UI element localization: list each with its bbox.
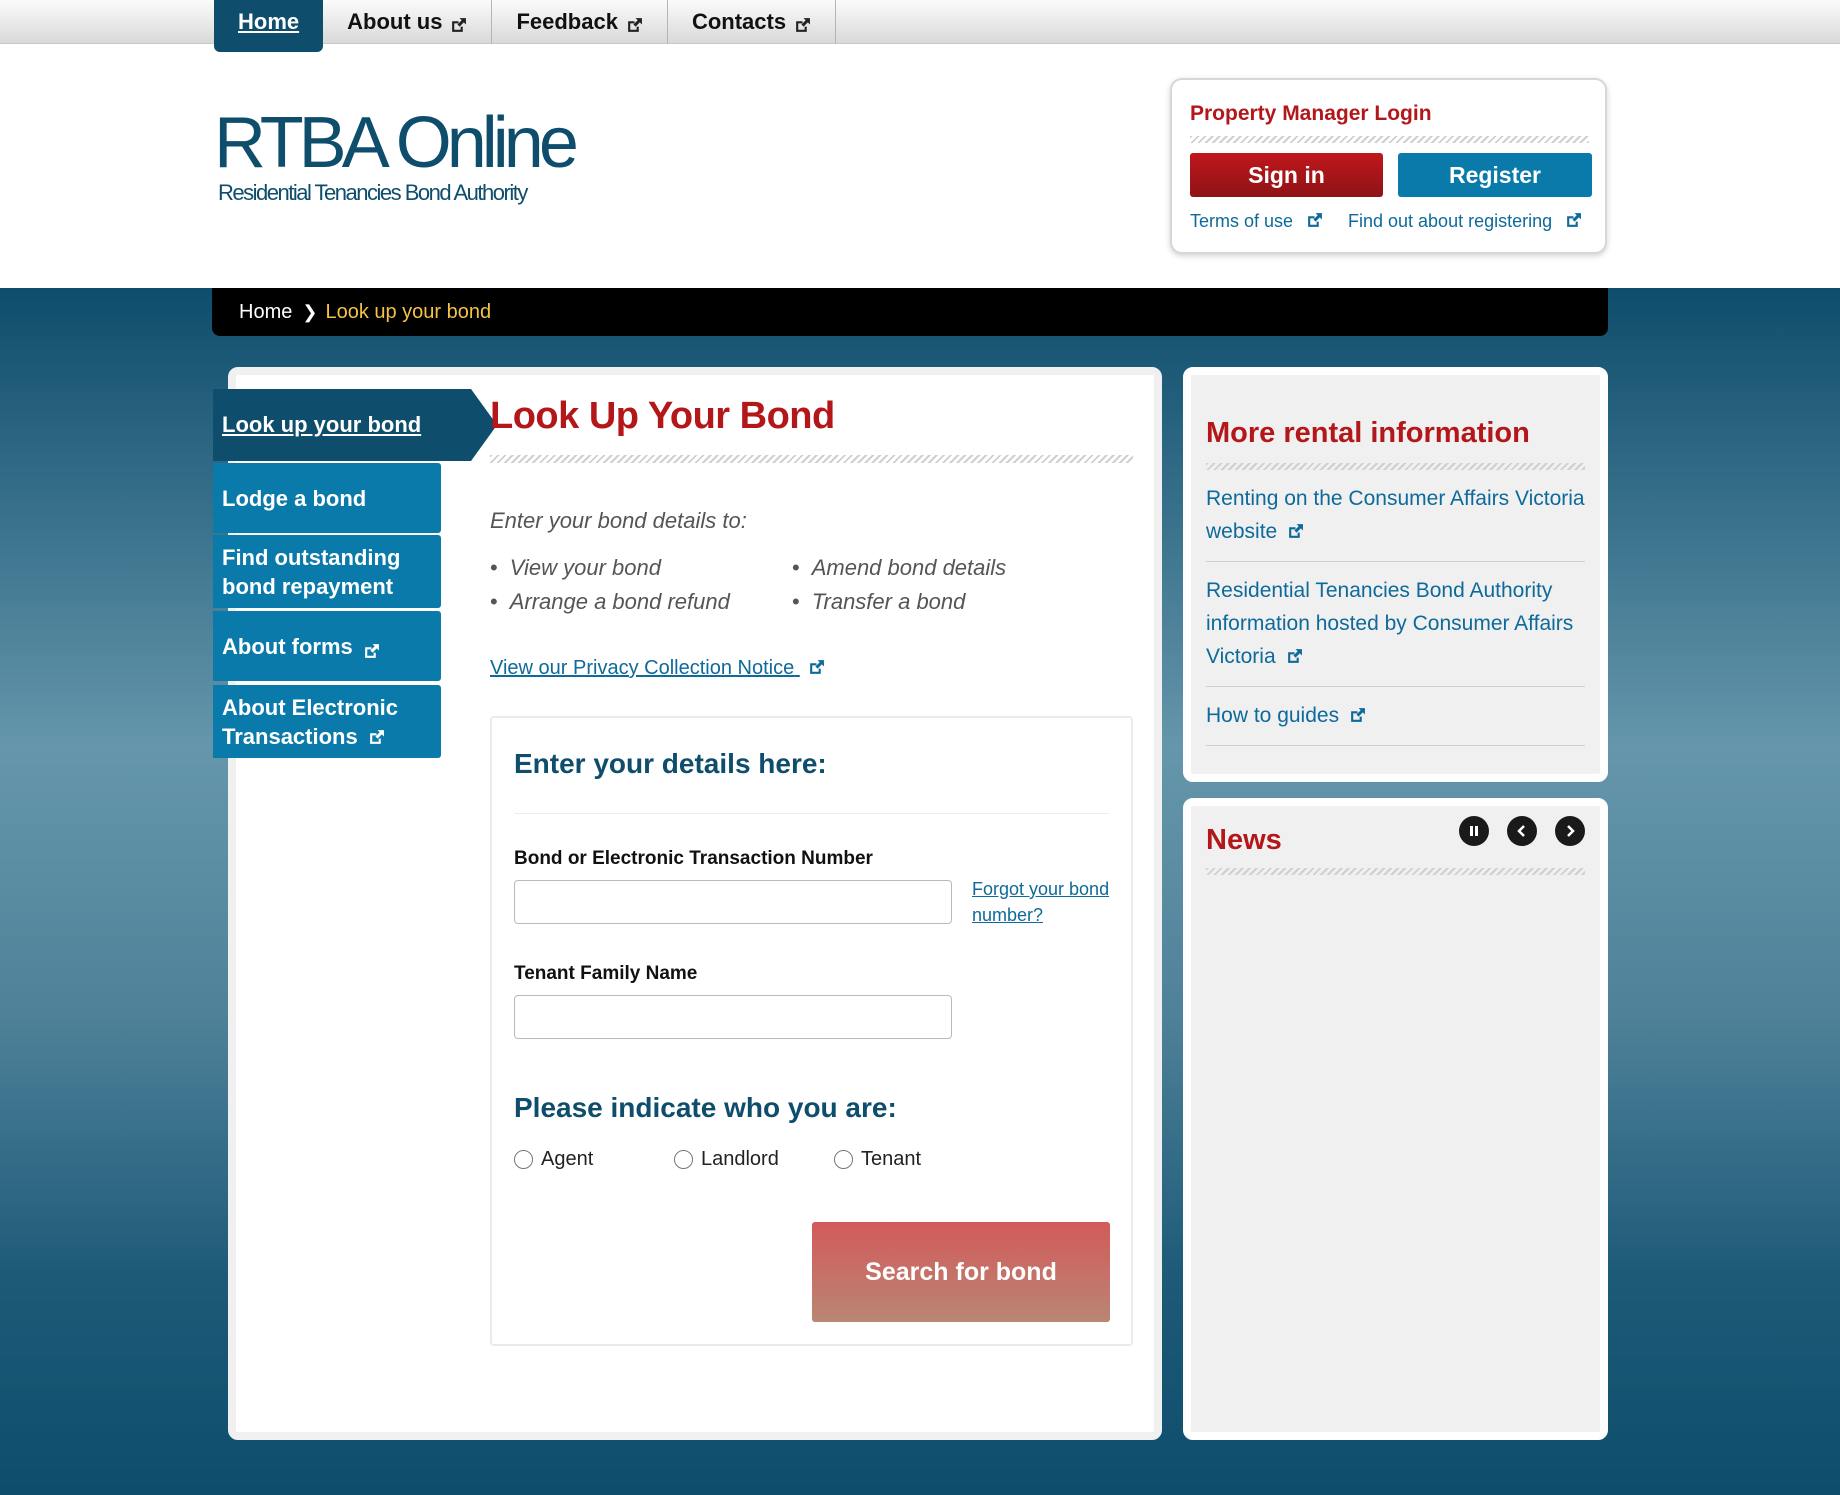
more-link-label: How to guides bbox=[1206, 704, 1340, 727]
tab-home[interactable] bbox=[214, 0, 323, 52]
panel-divider bbox=[1206, 463, 1585, 470]
tab-feedback-label: Feedback bbox=[516, 9, 618, 34]
more-rental-info-title: More rental information bbox=[1206, 417, 1530, 449]
external-link-icon bbox=[808, 659, 825, 676]
more-link-label: Residential Tenancies Bond Authority information hosted by Consumer Affairs Victoria bbox=[1206, 579, 1574, 668]
radio-circle[interactable] bbox=[834, 1150, 853, 1169]
privacy-notice-label: View our Privacy Collection Notice bbox=[490, 657, 795, 679]
external-link-icon bbox=[1286, 642, 1303, 659]
role-radio-label: Agent bbox=[541, 1148, 594, 1170]
top-navigation-bar bbox=[0, 0, 1840, 44]
chevron-right-icon[interactable] bbox=[1555, 816, 1585, 846]
sidenav-item-label-text: About Electronic Transactions bbox=[222, 694, 399, 749]
external-link-icon bbox=[363, 638, 380, 655]
bond-number-label: Bond or Electronic Transaction Number bbox=[514, 848, 873, 869]
tenant-family-name-label: Tenant Family Name bbox=[514, 963, 698, 984]
terms-of-use-link[interactable] bbox=[1190, 211, 1323, 232]
sidenav-item-label: Lodge a bond bbox=[222, 485, 367, 511]
privacy-notice-link[interactable] bbox=[490, 657, 825, 680]
title-divider bbox=[490, 455, 1133, 463]
tab-contacts-label: Contacts bbox=[691, 9, 787, 34]
external-link-icon bbox=[450, 14, 467, 31]
radio-circle[interactable] bbox=[514, 1150, 533, 1169]
chevron-left-icon[interactable] bbox=[1507, 816, 1537, 846]
chevron-right-icon: ❯ bbox=[302, 301, 318, 322]
breadcrumb-home[interactable]: Home bbox=[239, 300, 293, 323]
list-item: • View your bond bbox=[490, 555, 661, 581]
terms-of-use-label: Terms of use bbox=[1190, 211, 1294, 231]
sidenav-item-label: About forms bbox=[222, 633, 353, 659]
tab-about-us[interactable] bbox=[323, 0, 492, 44]
external-link-icon bbox=[1565, 212, 1582, 229]
more-link-label: Renting on the Consumer Affairs Victoria website bbox=[1206, 487, 1585, 543]
more-rental-info-links bbox=[1206, 482, 1585, 746]
login-divider bbox=[1190, 136, 1589, 143]
forgot-bond-number-link[interactable]: Forgot your bond number? bbox=[972, 879, 1110, 925]
sidenav-item-label: Find outstanding bond repayment bbox=[222, 544, 401, 599]
external-link-icon bbox=[1349, 701, 1366, 718]
panel-divider bbox=[1206, 868, 1585, 875]
rtba-info-cav-link[interactable] bbox=[1206, 562, 1585, 687]
form-divider bbox=[514, 813, 1109, 814]
external-link-icon bbox=[626, 14, 643, 31]
role-radio-agent[interactable] bbox=[514, 1148, 593, 1171]
bond-lookup-form bbox=[490, 716, 1133, 1346]
role-radio-label: Landlord bbox=[701, 1148, 779, 1170]
external-link-icon bbox=[1306, 212, 1323, 229]
property-manager-login-box bbox=[1170, 78, 1607, 254]
list-item: • Arrange a bond refund bbox=[490, 589, 730, 615]
sidenav-item-lodge-a-bond[interactable] bbox=[213, 463, 441, 533]
breadcrumb bbox=[212, 288, 1608, 336]
top-nav-tabs bbox=[214, 0, 836, 52]
tab-home-label: Home bbox=[238, 9, 300, 34]
login-title: Property Manager Login bbox=[1190, 102, 1432, 125]
news-title: News bbox=[1206, 824, 1282, 856]
find-out-registering-label: Find out about registering bbox=[1348, 211, 1553, 231]
news-panel bbox=[1183, 798, 1608, 1440]
tab-about-us-label: About us bbox=[347, 9, 443, 34]
news-carousel-controls bbox=[1441, 816, 1585, 846]
pause-icon[interactable] bbox=[1459, 816, 1489, 846]
search-for-bond-button[interactable]: Search for bond bbox=[812, 1222, 1110, 1322]
list-item: • Transfer a bond bbox=[792, 589, 965, 615]
register-button[interactable]: Register bbox=[1398, 153, 1592, 197]
role-question: Please indicate who you are: bbox=[514, 1092, 897, 1123]
sign-in-button[interactable]: Sign in bbox=[1190, 153, 1383, 197]
role-radio-landlord[interactable] bbox=[674, 1148, 779, 1171]
sidenav-item-about-electronic-transactions[interactable] bbox=[213, 685, 441, 758]
sidenav-item-label bbox=[222, 693, 432, 751]
renting-cav-link[interactable] bbox=[1206, 482, 1585, 562]
tab-feedback[interactable] bbox=[492, 0, 668, 44]
sidenav-item-look-up-your-bond[interactable]: Look up your bond bbox=[213, 389, 471, 461]
role-radio-tenant[interactable] bbox=[834, 1148, 921, 1171]
logo-title: RTBA Online bbox=[214, 103, 574, 183]
site-logo[interactable] bbox=[214, 103, 574, 206]
form-title: Enter your details here: bbox=[514, 748, 827, 779]
bond-number-input[interactable] bbox=[514, 880, 952, 924]
breadcrumb-current: Look up your bond bbox=[325, 300, 492, 323]
role-radio-label: Tenant bbox=[861, 1148, 922, 1170]
sidenav-item-find-outstanding-bond-repayment[interactable] bbox=[213, 535, 441, 608]
sidenav-item-about-forms[interactable] bbox=[213, 611, 441, 681]
intro-text: Enter your bond details to: bbox=[490, 508, 747, 533]
find-out-registering-link[interactable] bbox=[1348, 211, 1582, 232]
list-item: • Amend bond details bbox=[792, 555, 1006, 581]
radio-circle[interactable] bbox=[674, 1150, 693, 1169]
page-title: Look Up Your Bond bbox=[490, 395, 835, 437]
tab-contacts[interactable] bbox=[668, 0, 836, 44]
logo-subtitle: Residential Tenancies Bond Authority bbox=[218, 180, 527, 205]
external-link-icon bbox=[794, 14, 811, 31]
how-to-guides-link[interactable] bbox=[1206, 687, 1585, 746]
page-content bbox=[490, 395, 1133, 679]
more-rental-info-panel bbox=[1183, 367, 1608, 782]
external-link-icon bbox=[368, 724, 385, 741]
tenant-family-name-input[interactable] bbox=[514, 995, 952, 1039]
external-link-icon bbox=[1287, 517, 1304, 534]
